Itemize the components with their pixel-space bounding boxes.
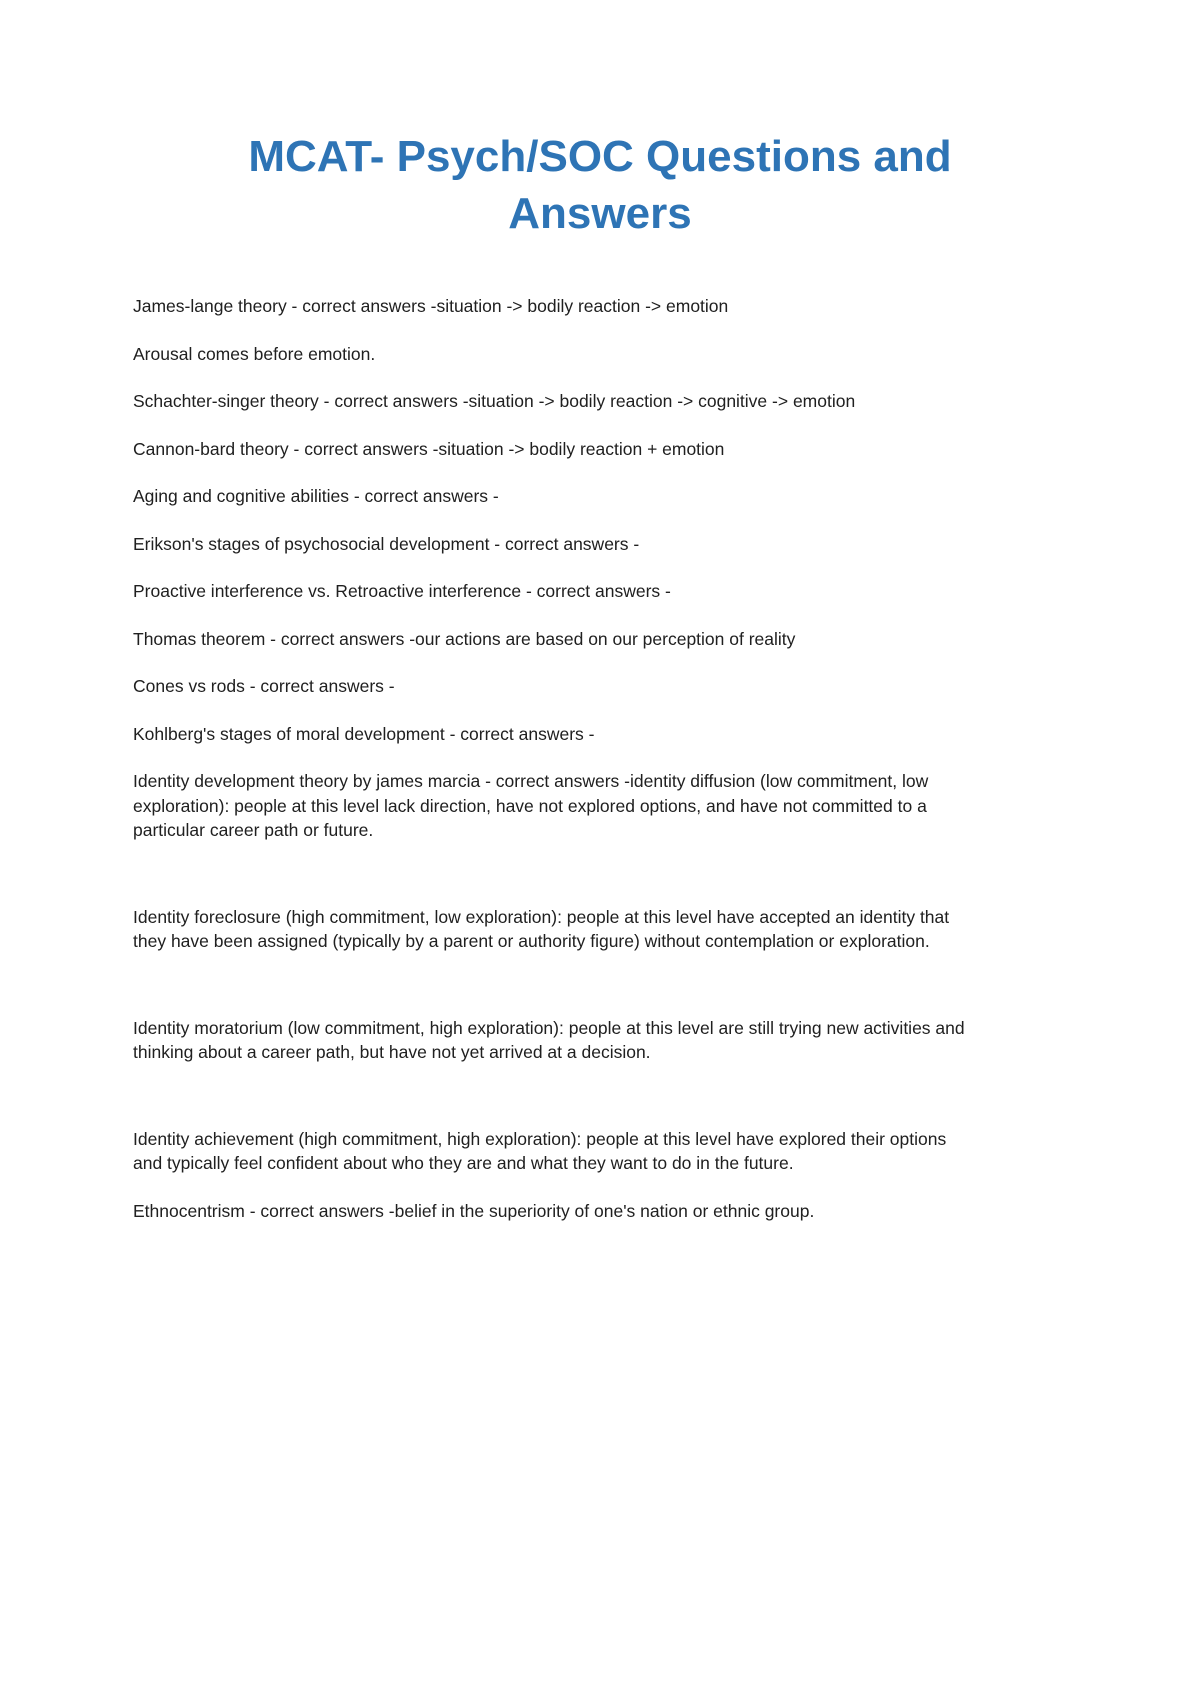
paragraph: Identity moratorium (low commitment, high exploration): people at this level are still trying new activities and thinking about a career path, but have not yet arrived at a decision. bbox=[133, 1017, 965, 1063]
page-title: MCAT- Psych/SOC Questions and Answers bbox=[248, 132, 952, 239]
paragraph: Arousal comes before emotion. bbox=[133, 343, 376, 364]
paragraph: Identity development theory by james marcia - correct answers -identity diffusion (low commitment, low exploration): people at this level lack direction, have not explored options, and have not committed to a particular career path or future. bbox=[133, 771, 929, 841]
paragraph: Aging and cognitive abilities - correct answers - bbox=[133, 486, 499, 507]
paragraph: Schachter-singer theory - correct answers -situation -> bodily reaction -> cognitive -> emotion bbox=[133, 391, 856, 412]
paragraph: Proactive interference vs. Retroactive interference - correct answers - bbox=[133, 581, 671, 602]
document-body bbox=[133, 294, 965, 1223]
paragraph: Thomas theorem - correct answers -our actions are based on our perception of reality bbox=[133, 628, 796, 649]
paragraph: Identity foreclosure (high commitment, low exploration): people at this level have accepted an identity that they have been assigned (typically by a parent or authority figure) without contemplation or exploration. bbox=[133, 906, 950, 952]
paragraph: Cones vs rods - correct answers - bbox=[133, 676, 395, 697]
paragraph: Identity achievement (high commitment, high exploration): people at this level have explored their options and typically feel confident about who they are and what they want to do in the future. bbox=[133, 1128, 947, 1174]
paragraph: Cannon-bard theory - correct answers -situation -> bodily reaction + emotion bbox=[133, 438, 725, 459]
paragraph: Kohlberg's stages of moral development - correct answers - bbox=[133, 723, 595, 744]
paragraph: James-lange theory - correct answers -situation -> bodily reaction -> emotion bbox=[133, 296, 729, 317]
paragraph: Erikson's stages of psychosocial development - correct answers - bbox=[133, 533, 640, 554]
paragraph: Ethnocentrism - correct answers -belief in the superiority of one's nation or ethnic group. bbox=[133, 1200, 815, 1221]
